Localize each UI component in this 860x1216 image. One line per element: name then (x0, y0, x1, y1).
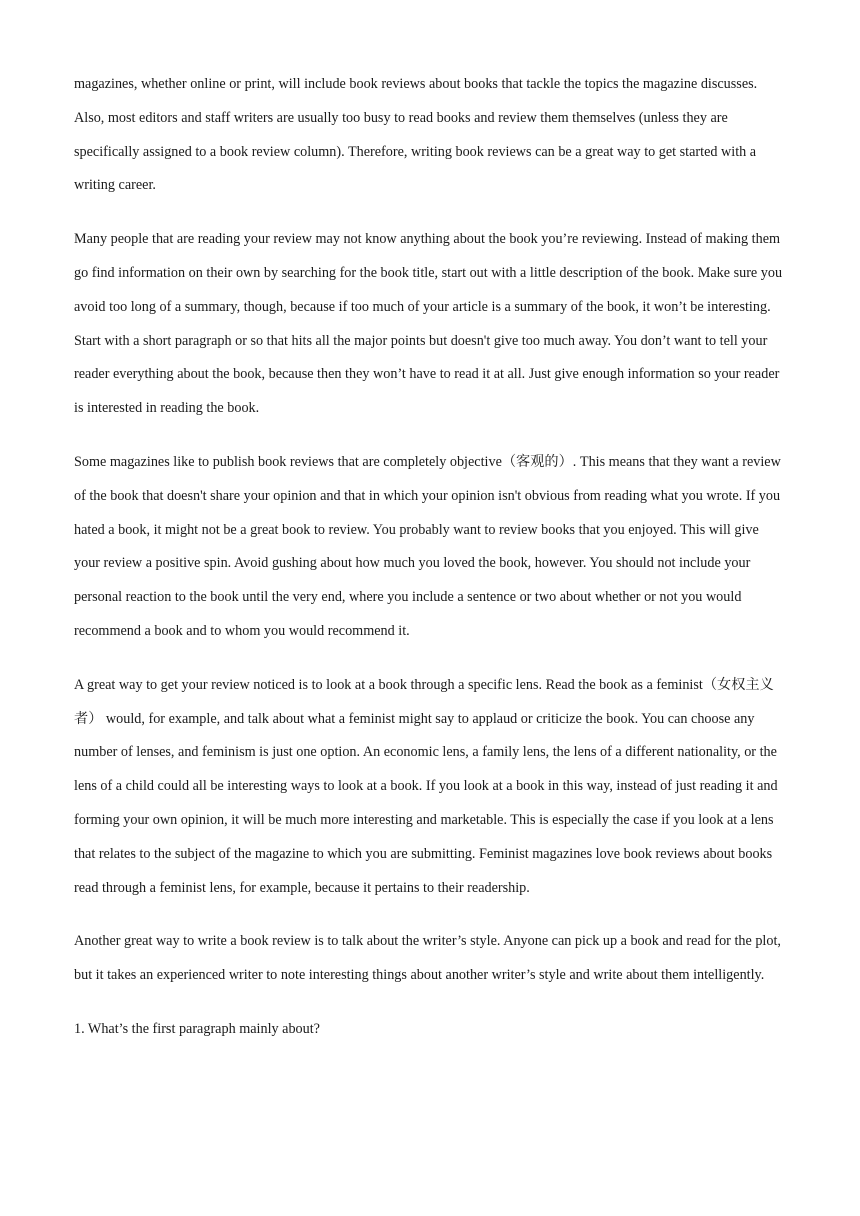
document-body (74, 68, 788, 1047)
paragraph-5: Another great way to write a book review is to talk about the writer’s style. Anyone can pick up a book and read for the plot, but it takes an experienced writer to note interesting things about another writer’s style and write about them intelligently. (74, 933, 781, 984)
paragraph-3: Some magazines like to publish book reviews that are completely objective（客观的）. This means that they want a review of the book that doesn't share your opinion and that in which your opinion isn't obvious from reading what you wrote. If you hated a book, it might not be a great book to review. You probably want to review books that you enjoyed. This will give your review a positive spin. Avoid gushing about how much you loved the book, however. You should not include your personal reaction to the book until the very end, where you include a sentence or two about whether or not you would recommend a book and to whom you would recommend it. (74, 453, 781, 639)
paragraph-4: A great way to get your review noticed is to look at a book through a specific lens. Read the book as a feminist（女权主义者） would, for example, and talk about what a feminist might say to applaud or criticize the book. You can choose any number of lenses, and feminism is just one option. An economic lens, a family lens, the lens of a different nationality, or the lens of a child could all be interesting ways to look at a book. If you look at a book in this way, instead of just reading it and forming your own opinion, it will be much more interesting and marketable. This is especially the case if you look at a lens that relates to the subject of the magazine to which you are submitting. Feminist magazines love book reviews about books read through a feminist lens, for example, because it pertains to their readership. (74, 676, 778, 896)
question-1: 1. What’s the first paragraph mainly about? (74, 1020, 320, 1037)
paragraph-2: Many people that are reading your review may not know anything about the book you’re reviewing. Instead of making them go find information on their own by searching for the book title, start out with a little description of the book. Make sure you avoid too long of a summary, though, because if too much of your article is a summary of the book, it won’t be interesting. Start with a short paragraph or so that hits all the major points but doesn't give too much away. You don’t want to tell your reader everything about the book, because then they won’t have to read it at all. Just give enough information so your reader is interested in reading the book. (74, 231, 783, 417)
paragraph-1: magazines, whether online or print, will include book reviews about books that tackle the topics the magazine discusses. Also, most editors and staff writers are usually too busy to read books and review them themselves (unless they are specifically assigned to a book review column). Therefore, writing book reviews can be a great way to get started with a writing career. (74, 76, 758, 194)
